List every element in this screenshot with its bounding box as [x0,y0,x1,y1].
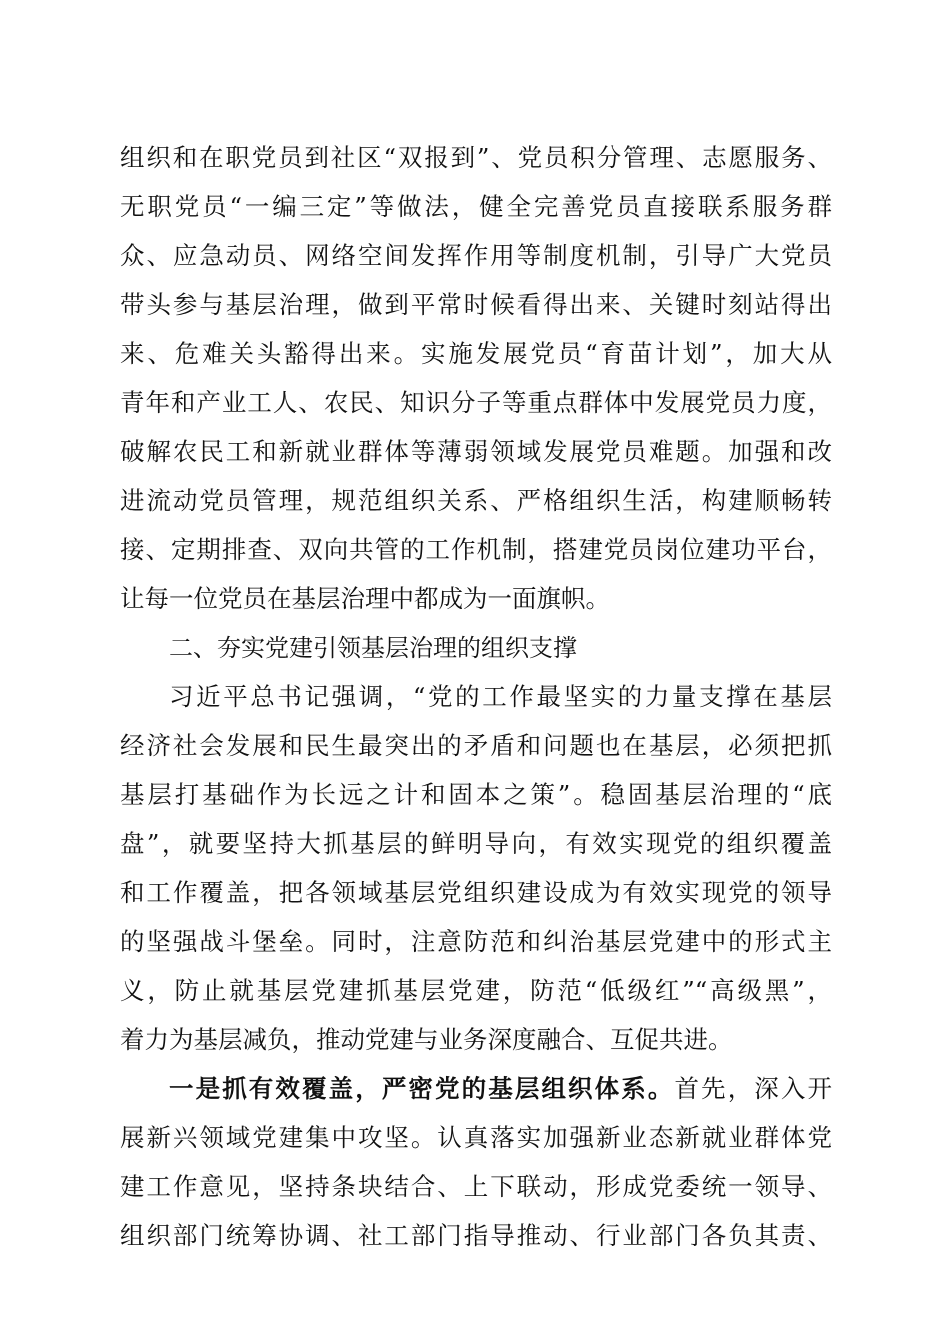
paragraph-lead-line [169,1069,832,1109]
section-heading: 二、夯实党建引领基层治理的组织支撑 [169,634,577,662]
body-text-line: 带头参与基层治理，做到平常时候看得出来、关键时刻站得出 [120,290,832,319]
body-text-line: 经济社会发展和民生最突出的矛盾和问题也在基层，必须把抓 [120,731,832,760]
body-text-line: 组织部门统筹协调、社工部门指导推动、行业部门各负其责、 [120,1221,832,1250]
body-text-line: 基层打基础作为长远之计和固本之策”。稳固基层治理的“底 [120,780,832,809]
body-text-line: 来、危难关头豁得出来。实施发展党员“育苗计划”，加大从 [120,339,832,368]
body-text-line: 建工作意见，坚持条块结合、上下联动，形成党委统一领导、 [120,1172,832,1201]
body-text-line: 的坚强战斗堡垒。同时，注意防范和纠治基层党建中的形式主 [120,927,832,956]
body-text-line: 众、应急动员、网络空间发挥作用等制度机制，引导广大党员 [120,241,832,270]
body-text-line: 破解农民工和新就业群体等薄弱领域发展党员难题。加强和改 [120,437,832,466]
body-text-line: 接、定期排查、双向共管的工作机制，搭建党员岗位建功平台， [120,535,832,564]
body-text-line: 展新兴领域党建集中攻坚。认真落实加强新业态新就业群体党 [120,1123,832,1152]
body-text-line: 和工作覆盖，把各领域基层党组织建设成为有效实现党的领导 [120,878,832,907]
body-text-line: 义，防止就基层党建抓基层党建，防范“低级红”“高级黑”， [120,976,832,1005]
body-text-line: 青年和产业工人、农民、知识分子等重点群体中发展党员力度， [120,388,832,417]
body-text-line: 盘”，就要坚持大抓基层的鲜明导向，有效实现党的组织覆盖 [120,829,832,858]
body-text-line: 让每一位党员在基层治理中都成为一面旗帜。 [120,584,610,613]
body-text-line: 着力为基层减负，推动党建与业务深度融合、互促共进。 [120,1025,733,1054]
bold-lead-phrase: 一是抓有效覆盖，严密党的基层组织体系。 [169,1074,675,1103]
body-text-line: 进流动党员管理，规范组织关系、严格组织生活，构建顺畅转 [120,486,832,515]
body-text-line: 组织和在职党员到社区“双报到”、党员积分管理、志愿服务、 [120,143,832,172]
lead-line-rest: 首先，深入开 [674,1074,833,1103]
body-text-line: 无职党员“一编三定”等做法，健全完善党员直接联系服务群 [120,192,832,221]
body-text-line: 习近平总书记强调，“党的工作最坚实的力量支撑在基层 [169,682,832,711]
